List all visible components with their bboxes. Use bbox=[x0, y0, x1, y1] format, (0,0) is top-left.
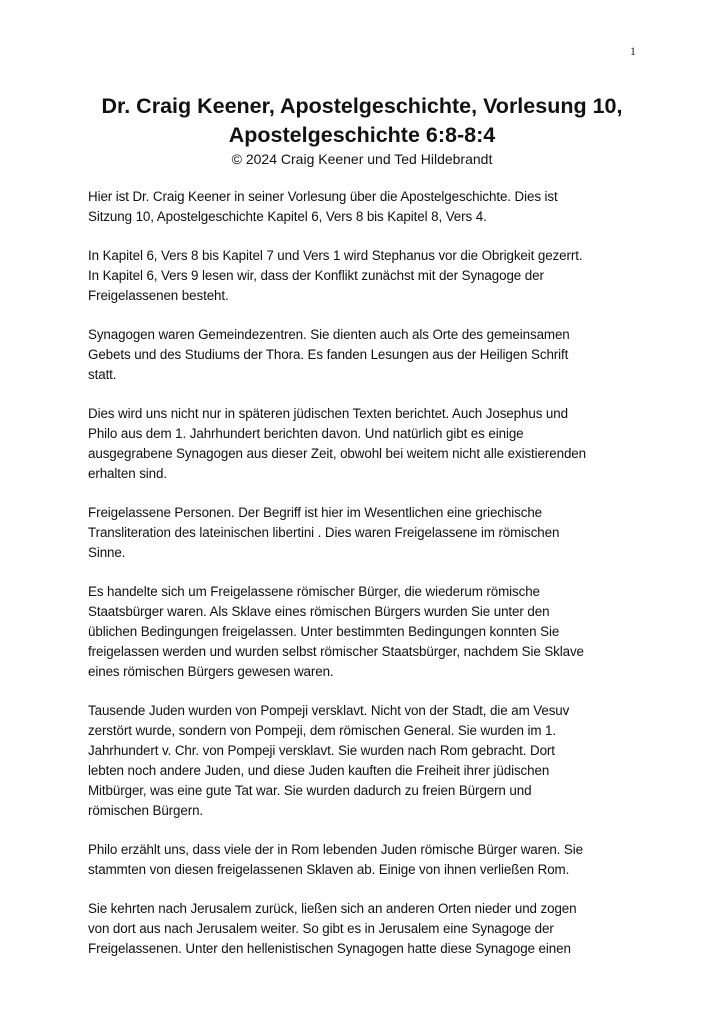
paragraph-line: Freigelassenen. Unter den hellenistischen Synagogen hatte diese Synagoge einen bbox=[88, 941, 571, 956]
paragraph-line: Freigelassene Personen. Der Begriff ist hier im Wesentlichen eine griechische bbox=[88, 505, 543, 520]
paragraph bbox=[88, 325, 648, 385]
paragraph-line: zerstört wurde, sondern von Pompeji, dem römischen General. Sie wurden im 1. bbox=[88, 723, 556, 738]
paragraph-line: von dort aus nach Jerusalem weiter. So gibt es in Jerusalem eine Synagoge der bbox=[88, 921, 554, 936]
paragraph-line: In Kapitel 6, Vers 8 bis Kapitel 7 und Vers 1 wird Stephanus vor die Obrigkeit gezerrt. bbox=[88, 248, 583, 263]
paragraph-line: Philo aus dem 1. Jahrhundert berichten davon. Und natürlich gibt es einige bbox=[88, 426, 524, 441]
paragraph-line: Tausende Juden wurden von Pompeji versklavt. Nicht von der Stadt, die am Vesuv bbox=[88, 703, 570, 718]
paragraph-line: Transliteration des lateinischen libertini . Dies waren Freigelassene im römischen bbox=[88, 525, 560, 540]
paragraph-line: Sinne. bbox=[88, 545, 126, 560]
paragraph-line: üblichen Bedingungen freigelassen. Unter bestimmten Bedingungen konnten Sie bbox=[88, 624, 560, 639]
paragraph-line: Freigelassenen besteht. bbox=[88, 288, 229, 303]
paragraph-line: Dies wird uns nicht nur in späteren jüdischen Texten berichtet. Auch Josephus und bbox=[88, 406, 568, 421]
paragraph bbox=[88, 840, 648, 880]
paragraph-line: statt. bbox=[88, 367, 117, 382]
paragraph-line: Staatsbürger waren. Als Sklave eines römischen Bürgers wurden Sie unter den bbox=[88, 604, 550, 619]
page-number: 1 bbox=[630, 44, 636, 58]
paragraph bbox=[88, 899, 648, 959]
paragraph-line: Es handelte sich um Freigelassene römischer Bürger, die wiederum römische bbox=[88, 584, 540, 599]
paragraph-line: Philo erzählt uns, dass viele der in Rom lebenden Juden römische Bürger waren. Sie bbox=[88, 842, 583, 857]
paragraph-line: Sie kehrten nach Jerusalem zurück, ließen sich an anderen Orten nieder und zogen bbox=[88, 901, 577, 916]
paragraph-line: Hier ist Dr. Craig Keener in seiner Vorlesung über die Apostelgeschichte. Dies ist bbox=[88, 189, 558, 204]
paragraph-line: Mitbürger, was eine gute Tat war. Sie wurden dadurch zu freien Bürgern und bbox=[88, 783, 532, 798]
paragraph bbox=[88, 701, 648, 821]
paragraph-line: stammten von diesen freigelassenen Sklaven ab. Einige von ihnen verließen Rom. bbox=[88, 862, 570, 877]
paragraph-line: eines römischen Bürgers gewesen waren. bbox=[88, 664, 334, 679]
paragraph bbox=[88, 187, 648, 227]
paragraph-line: Jahrhundert v. Chr. von Pompeji versklavt. Sie wurden nach Rom gebracht. Dort bbox=[88, 743, 555, 758]
copyright-subtitle: © 2024 Craig Keener und Ted Hildebrandt bbox=[231, 151, 493, 167]
paragraph-line: In Kapitel 6, Vers 9 lesen wir, dass der Konflikt zunächst mit der Synagoge der bbox=[88, 268, 544, 283]
paragraph-line: Gebets und des Studiums der Thora. Es fanden Lesungen aus der Heiligen Schrift bbox=[88, 347, 569, 362]
paragraph-line: Synagogen waren Gemeindezentren. Sie dienten auch als Orte des gemeinsamen bbox=[88, 327, 570, 342]
paragraph bbox=[88, 503, 648, 563]
paragraph-line: freigelassen werden und wurden selbst römischer Staatsbürger, nachdem Sie Sklave bbox=[88, 644, 584, 659]
paragraph-line: ausgegrabene Synagogen aus dieser Zeit, obwohl bei weitem nicht alle existierenden bbox=[88, 446, 586, 461]
title-line-2: Apostelgeschichte 6:8-8:4 bbox=[228, 123, 496, 147]
document-title bbox=[60, 92, 664, 150]
paragraph bbox=[88, 246, 648, 306]
paragraph-line: lebten noch andere Juden, und diese Juden kauften die Freiheit ihrer jüdischen bbox=[88, 763, 550, 778]
paragraph-line: römischen Bürgern. bbox=[88, 803, 204, 818]
paragraph bbox=[88, 404, 648, 484]
body-text bbox=[88, 187, 648, 978]
paragraph-line: Sitzung 10, Apostelgeschichte Kapitel 6, Vers 8 bis Kapitel 8, Vers 4. bbox=[88, 209, 487, 224]
title-line-1: Dr. Craig Keener, Apostelgeschichte, Vorlesung 10, bbox=[101, 94, 623, 118]
paragraph bbox=[88, 582, 648, 682]
paragraph-line: erhalten sind. bbox=[88, 466, 167, 481]
